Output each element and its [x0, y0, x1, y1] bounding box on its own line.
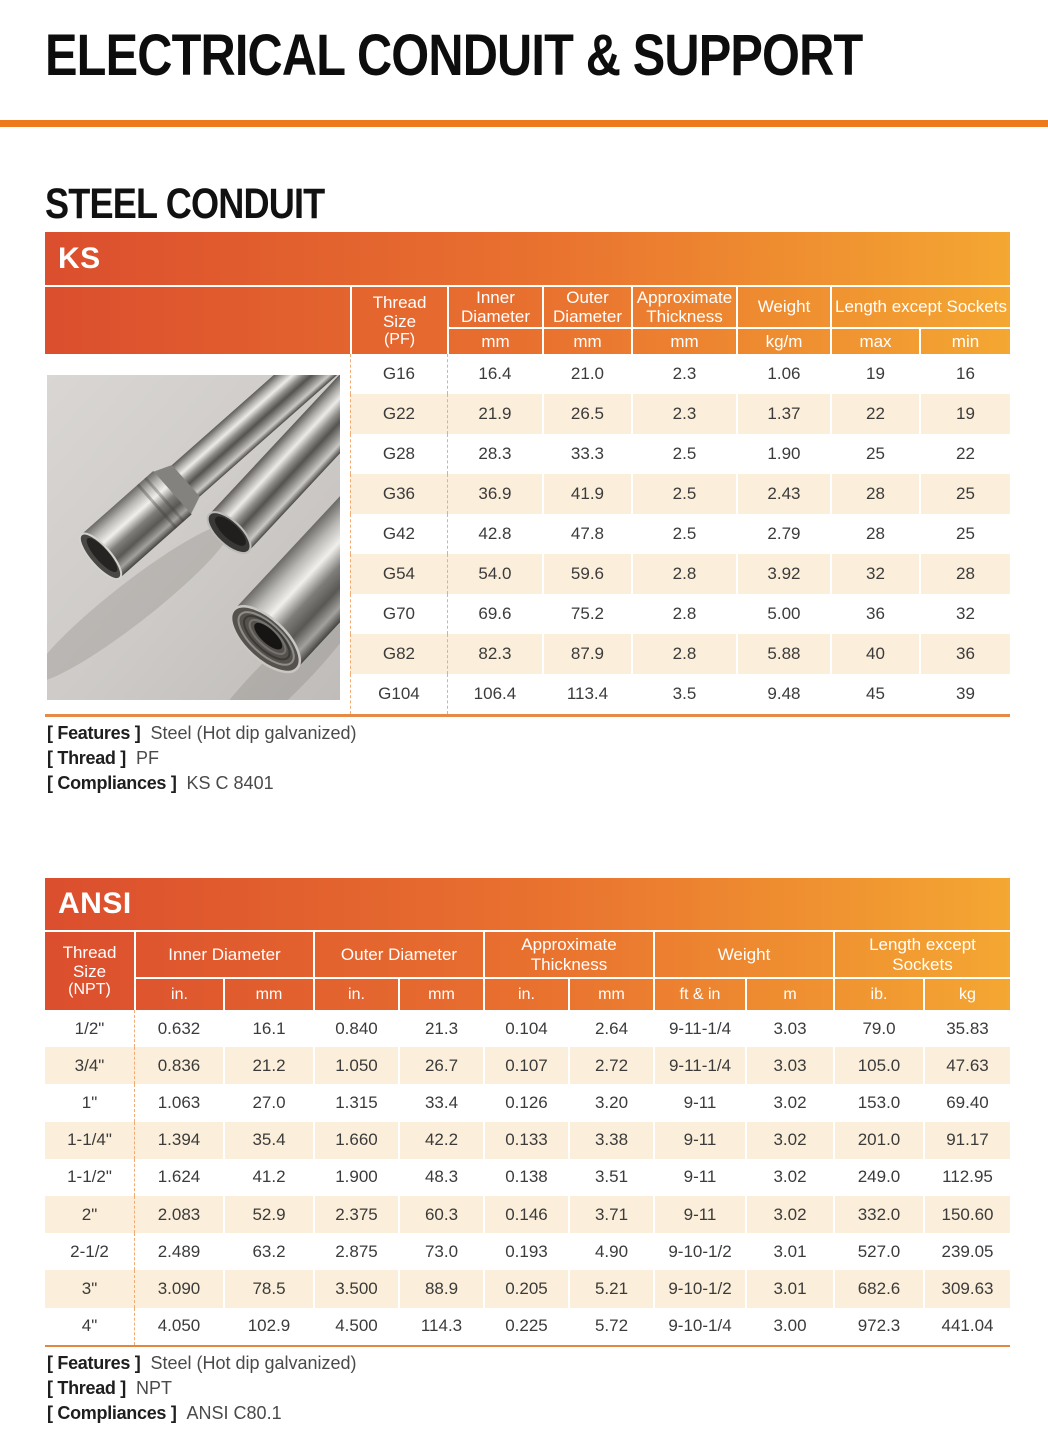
table-cell: 1-1/4": [67, 1130, 112, 1150]
unit-header: mm: [542, 327, 631, 354]
page-title-text: ELECTRICAL CONDUIT & SUPPORT: [45, 23, 863, 88]
table-cell: 1.660: [313, 1122, 398, 1159]
note-label: [ Features ]: [47, 1353, 141, 1373]
note-thread: [47, 1376, 357, 1401]
col-header-inner-diameter: Inner Diameter: [134, 932, 313, 977]
table-cell: 1.900: [313, 1159, 398, 1196]
note-value: Steel (Hot dip galvanized): [150, 723, 357, 743]
table-cell: 105.0: [833, 1047, 923, 1084]
table-cell: 0.225: [483, 1308, 568, 1345]
unit-header: mm: [447, 327, 542, 354]
ks-rows: [350, 354, 1010, 714]
table-cell: 28: [830, 474, 919, 514]
table-row: [350, 594, 1010, 634]
note-label: [ Features ]: [47, 723, 141, 743]
table-cell: 9-11: [653, 1159, 745, 1196]
table-row: [350, 634, 1010, 674]
section-title-text: STEEL CONDUIT: [45, 180, 325, 228]
table-cell: 3.02: [745, 1084, 833, 1121]
unit-header: mm: [631, 327, 736, 354]
table-cell: 9-10-1/4: [653, 1308, 745, 1345]
table-cell: 3.5: [631, 674, 736, 714]
unit-header: mm: [398, 977, 483, 1010]
col-header-approximate-thickness: Approximate Thickness: [483, 932, 653, 977]
table-cell: 102.9: [223, 1308, 313, 1345]
col-header-outer-diameter: Outer Diameter: [542, 287, 631, 327]
table-cell: 42.2: [398, 1122, 483, 1159]
table-cell: 0.133: [483, 1122, 568, 1159]
table-cell: 4.90: [568, 1233, 653, 1270]
table-cell: 2.3: [631, 354, 736, 394]
ansi-notes: [47, 1351, 357, 1426]
table-cell: G104: [350, 674, 447, 714]
table-cell: 21.2: [223, 1047, 313, 1084]
table-cell: 3.01: [745, 1270, 833, 1307]
table-cell: 16.1: [223, 1010, 313, 1047]
table-cell: 3.92: [736, 554, 830, 594]
table-row: [45, 1196, 1010, 1233]
table-cell: 0.107: [483, 1047, 568, 1084]
col-header-length-except-sockets: Length except Sockets: [833, 932, 1010, 977]
ks-table-header: [45, 232, 1010, 354]
table-cell: 47.63: [923, 1047, 1010, 1084]
table-cell: 88.9: [398, 1270, 483, 1307]
table-cell: 19: [919, 394, 1010, 434]
table-cell: 28: [830, 514, 919, 554]
table-cell: 22: [919, 434, 1010, 474]
table-cell: 1.37: [736, 394, 830, 434]
ansi-band: [45, 878, 1010, 930]
ansi-band-title: ANSI: [58, 887, 132, 920]
ks-notes: [47, 721, 357, 796]
table-cell: 0.632: [134, 1010, 223, 1047]
table-cell: 4.050: [134, 1308, 223, 1345]
table-row: [45, 1159, 1010, 1196]
table-cell: 2.5: [631, 474, 736, 514]
table-cell: 36: [830, 594, 919, 634]
table-cell: 0.126: [483, 1084, 568, 1121]
thread-size-standard: (NPT): [68, 981, 111, 999]
table-cell: 114.3: [398, 1308, 483, 1345]
note-features: [47, 1351, 357, 1376]
unit-header: kg/m: [736, 327, 830, 354]
table-cell: G42: [350, 514, 447, 554]
note-value: KS C 8401: [186, 773, 274, 793]
table-cell: 32: [919, 594, 1010, 634]
unit-header: ft & in: [653, 977, 745, 1010]
table-cell: 48.3: [398, 1159, 483, 1196]
table-cell: G82: [350, 634, 447, 674]
table-cell: 2.64: [568, 1010, 653, 1047]
col-header-thread-size: [45, 932, 134, 1010]
col-header-approximate-thickness: Approximate Thickness: [631, 287, 736, 327]
table-row: [45, 1047, 1010, 1084]
table-cell: 41.2: [223, 1159, 313, 1196]
table-cell: 309.63: [923, 1270, 1010, 1307]
table-cell: 3.20: [568, 1084, 653, 1121]
table-row: [45, 1308, 1010, 1345]
table-cell: 112.95: [923, 1159, 1010, 1196]
ks-header-grid: [45, 285, 1010, 354]
table-cell: 0.205: [483, 1270, 568, 1307]
table-cell: 3.51: [568, 1159, 653, 1196]
table-cell: 82.3: [447, 634, 542, 674]
table-cell: 2.8: [631, 554, 736, 594]
table-row: [350, 434, 1010, 474]
table-cell: 3.00: [745, 1308, 833, 1345]
note-compliances: [47, 1401, 357, 1426]
thread-size-label: Thread Size: [372, 292, 427, 331]
table-cell: 69.6: [447, 594, 542, 634]
table-row: [350, 354, 1010, 394]
col-header-outer-diameter: Outer Diameter: [313, 932, 483, 977]
ks-table-body: [45, 354, 1010, 717]
table-cell: 36.9: [447, 474, 542, 514]
note-label: [ Compliances ]: [47, 773, 177, 793]
table-row: [45, 1270, 1010, 1307]
table-cell: 69.40: [923, 1084, 1010, 1121]
table-cell: 3.03: [745, 1047, 833, 1084]
table-cell: 1": [81, 1092, 98, 1112]
table-cell: 3.500: [313, 1270, 398, 1307]
table-cell: 35.83: [923, 1010, 1010, 1047]
table-cell: G22: [350, 394, 447, 434]
table-cell: 441.04: [923, 1308, 1010, 1345]
table-cell: 0.146: [483, 1196, 568, 1233]
table-row: [350, 554, 1010, 594]
table-cell: 3.71: [568, 1196, 653, 1233]
ansi-header-grid: [45, 930, 1010, 1010]
table-cell: 0.104: [483, 1010, 568, 1047]
table-cell: 1.624: [134, 1159, 223, 1196]
table-cell: 36: [919, 634, 1010, 674]
table-cell: 3": [81, 1278, 98, 1298]
table-cell: 28.3: [447, 434, 542, 474]
table-cell: 2.43: [736, 474, 830, 514]
table-cell: 22: [830, 394, 919, 434]
thread-size-label: Thread Size: [62, 943, 117, 982]
table-cell: 9-11-1/4: [653, 1047, 745, 1084]
table-cell: 3.090: [134, 1270, 223, 1307]
table-cell: 113.4: [542, 674, 631, 714]
unit-header: ib.: [833, 977, 923, 1010]
col-header-length-except-sockets: Length except Sockets: [830, 287, 1010, 327]
col-header-weight: Weight: [736, 287, 830, 327]
table-cell: 33.4: [398, 1084, 483, 1121]
table-row: [350, 514, 1010, 554]
table-cell: 2.8: [631, 634, 736, 674]
table-cell: G36: [350, 474, 447, 514]
table-cell: 87.9: [542, 634, 631, 674]
table-cell: 25: [830, 434, 919, 474]
table-cell: 42.8: [447, 514, 542, 554]
table-cell: 3/4": [74, 1055, 105, 1075]
photo-column-header: [45, 287, 350, 354]
ks-band-title: KS: [58, 241, 101, 275]
table-cell: 16: [919, 354, 1010, 394]
table-cell: 2.083: [134, 1196, 223, 1233]
note-value: ANSI C80.1: [186, 1403, 282, 1423]
table-cell: 9-11-1/4: [653, 1010, 745, 1047]
table-cell: 39: [919, 674, 1010, 714]
table-cell: 2.79: [736, 514, 830, 554]
table-cell: 9-11: [653, 1122, 745, 1159]
page-title: [45, 22, 1018, 89]
table-cell: 201.0: [833, 1122, 923, 1159]
table-cell: 21.0: [542, 354, 631, 394]
table-row: [45, 1010, 1010, 1047]
table-cell: 9.48: [736, 674, 830, 714]
table-cell: 73.0: [398, 1233, 483, 1270]
table-cell: 153.0: [833, 1084, 923, 1121]
table-row: [350, 474, 1010, 514]
table-cell: 59.6: [542, 554, 631, 594]
table-row: [45, 1233, 1010, 1270]
note-compliances: [47, 771, 357, 796]
table-cell: 0.836: [134, 1047, 223, 1084]
table-cell: 682.6: [833, 1270, 923, 1307]
table-cell: 5.00: [736, 594, 830, 634]
table-cell: 2.489: [134, 1233, 223, 1270]
table-cell: 78.5: [223, 1270, 313, 1307]
table-cell: 32: [830, 554, 919, 594]
table-cell: 19: [830, 354, 919, 394]
note-value: NPT: [136, 1378, 173, 1398]
note-value: PF: [136, 748, 160, 768]
table-cell: 527.0: [833, 1233, 923, 1270]
table-cell: 9-10-1/2: [653, 1270, 745, 1307]
ansi-table: [45, 878, 1010, 1347]
table-row: [45, 1122, 1010, 1159]
table-cell: 9-10-1/2: [653, 1233, 745, 1270]
table-cell: 33.3: [542, 434, 631, 474]
col-header-weight: Weight: [653, 932, 833, 977]
table-cell: 4": [81, 1316, 98, 1336]
table-cell: 106.4: [447, 674, 542, 714]
thread-size-standard: (PF): [383, 330, 416, 348]
table-cell: 1.063: [134, 1084, 223, 1121]
table-cell: 2": [81, 1204, 98, 1224]
note-features: [47, 721, 357, 746]
table-cell: 2.5: [631, 434, 736, 474]
table-cell: 2.375: [313, 1196, 398, 1233]
table-cell: 972.3: [833, 1308, 923, 1345]
note-label: [ Thread ]: [47, 748, 127, 768]
note-value: Steel (Hot dip galvanized): [150, 1353, 357, 1373]
ansi-table-body: [45, 1010, 1010, 1347]
unit-header-max: max: [830, 327, 919, 354]
table-cell: 1.050: [313, 1047, 398, 1084]
unit-header: in.: [134, 977, 223, 1010]
table-cell: 249.0: [833, 1159, 923, 1196]
table-cell: G28: [350, 434, 447, 474]
table-cell: 52.9: [223, 1196, 313, 1233]
table-cell: 75.2: [542, 594, 631, 634]
table-cell: 1-1/2": [67, 1167, 112, 1187]
table-cell: 3.02: [745, 1122, 833, 1159]
table-cell: 60.3: [398, 1196, 483, 1233]
table-cell: 35.4: [223, 1122, 313, 1159]
table-cell: G70: [350, 594, 447, 634]
table-cell: 26.5: [542, 394, 631, 434]
table-cell: 1/2": [74, 1018, 105, 1038]
unit-header: m: [745, 977, 833, 1010]
table-cell: 91.17: [923, 1122, 1010, 1159]
table-cell: 54.0: [447, 554, 542, 594]
table-cell: 2.5: [631, 514, 736, 554]
ks-table: [45, 232, 1010, 717]
table-cell: 0.193: [483, 1233, 568, 1270]
table-cell: 21.9: [447, 394, 542, 434]
table-cell: 27.0: [223, 1084, 313, 1121]
table-cell: 25: [919, 474, 1010, 514]
unit-header: in.: [483, 977, 568, 1010]
conduit-photo: [45, 354, 350, 714]
table-cell: 2.72: [568, 1047, 653, 1084]
table-cell: 3.01: [745, 1233, 833, 1270]
table-cell: 1.394: [134, 1122, 223, 1159]
unit-header: mm: [568, 977, 653, 1010]
table-cell: 9-11: [653, 1196, 745, 1233]
table-cell: 5.72: [568, 1308, 653, 1345]
table-cell: 45: [830, 674, 919, 714]
table-cell: 3.38: [568, 1122, 653, 1159]
table-cell: 0.138: [483, 1159, 568, 1196]
ansi-table-header: [45, 878, 1010, 1010]
table-cell: 79.0: [833, 1010, 923, 1047]
table-cell: G54: [350, 554, 447, 594]
table-cell: 2-1/2: [70, 1241, 109, 1261]
table-cell: 150.60: [923, 1196, 1010, 1233]
col-header-inner-diameter: Inner Diameter: [447, 287, 542, 327]
table-cell: 2.8: [631, 594, 736, 634]
table-cell: G16: [350, 354, 447, 394]
ks-band: [45, 232, 1010, 285]
note-label: [ Thread ]: [47, 1378, 127, 1398]
table-cell: 1.315: [313, 1084, 398, 1121]
table-cell: 332.0: [833, 1196, 923, 1233]
unit-header-min: min: [919, 327, 1010, 354]
table-cell: 25: [919, 514, 1010, 554]
unit-header: kg: [923, 977, 1010, 1010]
table-cell: 9-11: [653, 1084, 745, 1121]
orange-divider: [0, 120, 1048, 127]
note-label: [ Compliances ]: [47, 1403, 177, 1423]
table-cell: 5.88: [736, 634, 830, 674]
table-row: [350, 394, 1010, 434]
unit-header: mm: [223, 977, 313, 1010]
table-cell: 47.8: [542, 514, 631, 554]
note-thread: [47, 746, 357, 771]
table-cell: 26.7: [398, 1047, 483, 1084]
table-cell: 21.3: [398, 1010, 483, 1047]
table-cell: 2.875: [313, 1233, 398, 1270]
table-cell: 40: [830, 634, 919, 674]
table-row: [350, 674, 1010, 714]
table-cell: 63.2: [223, 1233, 313, 1270]
table-cell: 3.02: [745, 1159, 833, 1196]
table-cell: 1.06: [736, 354, 830, 394]
table-row: [45, 1084, 1010, 1121]
col-header-thread-size: [350, 287, 447, 354]
table-cell: 16.4: [447, 354, 542, 394]
table-cell: 5.21: [568, 1270, 653, 1307]
table-cell: 239.05: [923, 1233, 1010, 1270]
table-cell: 28: [919, 554, 1010, 594]
table-cell: 4.500: [313, 1308, 398, 1345]
table-cell: 2.3: [631, 394, 736, 434]
steel-pipes-image: [47, 375, 340, 700]
table-cell: 41.9: [542, 474, 631, 514]
unit-header: in.: [313, 977, 398, 1010]
table-cell: 3.02: [745, 1196, 833, 1233]
table-cell: 3.03: [745, 1010, 833, 1047]
section-title: [45, 180, 378, 229]
table-cell: 0.840: [313, 1010, 398, 1047]
table-cell: 1.90: [736, 434, 830, 474]
